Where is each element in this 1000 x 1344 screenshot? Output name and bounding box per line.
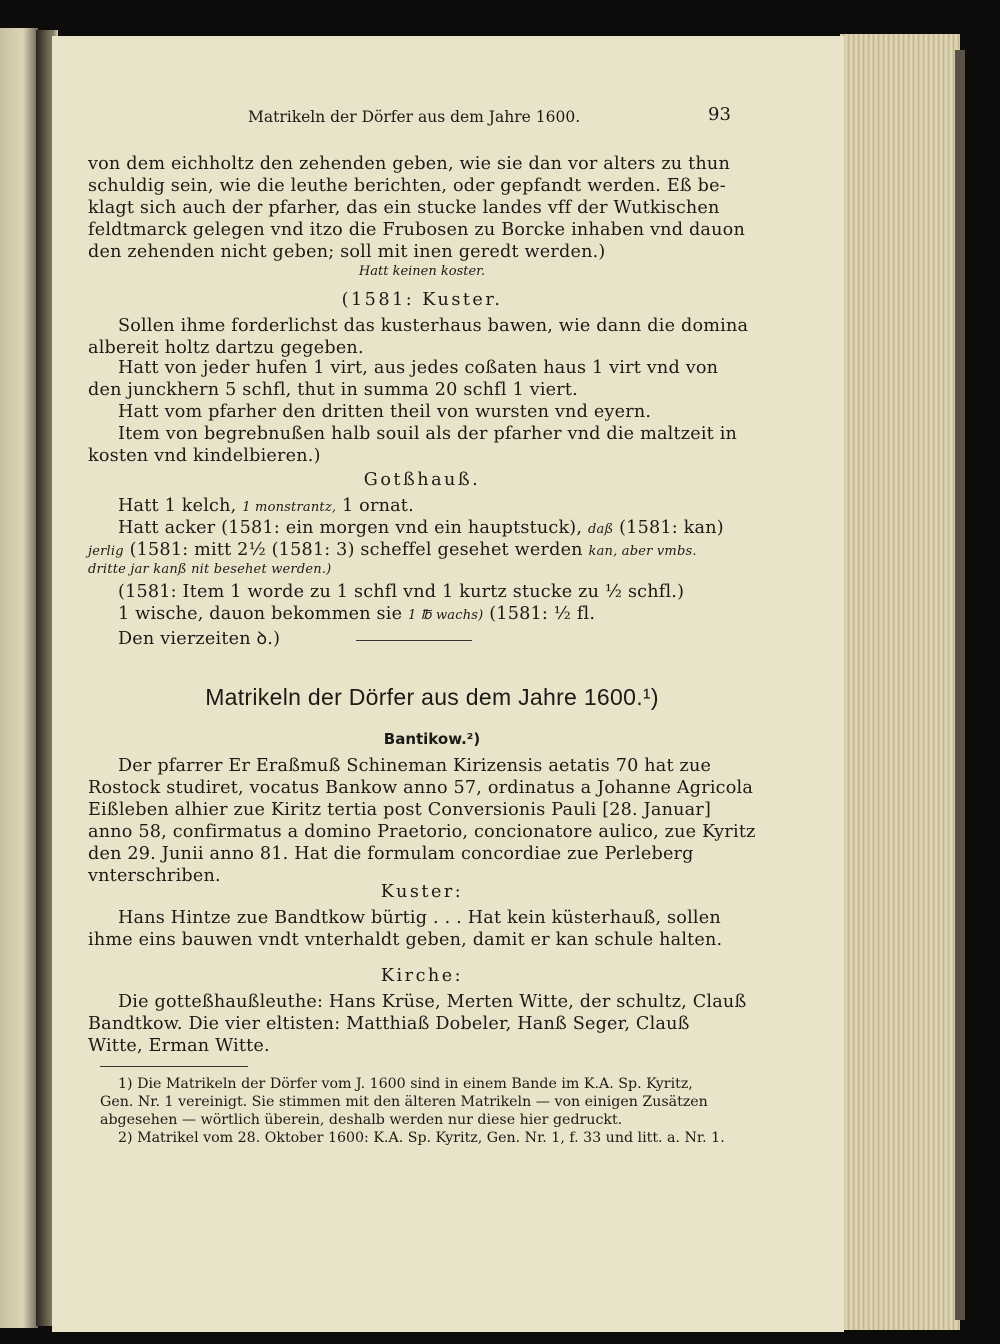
- text-line: Rostock studiret, vocatus Bankow anno 57, ordinatus a Johanne Agricola: [88, 778, 754, 798]
- main-title: Matrikeln der Dörfer aus dem Jahre 1600.¹): [205, 684, 659, 710]
- section-heading-kuster: Kuster:: [380, 882, 464, 902]
- text-line: den 29. Junii anno 81. Hat die formulam concordiae zue Perleberg: [88, 844, 694, 864]
- section-heading-gotteshaus: Gotßhauß.: [363, 470, 481, 490]
- text-line: anno 58, confirmatus a domino Praetorio, concionatore aulico, zue Kyritz: [88, 822, 756, 842]
- text-line: den junckhern 5 schfl, thut in summa 20 schfl 1 viert.: [88, 380, 578, 400]
- text-line: Bandtkow. Die vier eltisten: Matthiaß Dobeler, Hanß Seger, Clauß: [88, 1014, 690, 1034]
- text-line: ihme eins bauwen vndt vnterhaldt geben, damit er kan schule halten.: [88, 930, 723, 950]
- text-line: von dem eichholtz den zehenden geben, wie sie dan vor alters zu thun: [88, 154, 730, 174]
- text-line: dritte jar kanß nit besehet werden.): [88, 562, 332, 577]
- book-cover-edge: [955, 50, 965, 1320]
- hatt-keinen-koster: Hatt keinen koster.: [358, 264, 486, 279]
- text-line: den zehenden nicht geben; soll mit inen geredt werden.): [88, 242, 606, 262]
- text-line: Hatt 1 kelch, 1 monstrantz, 1 ornat.: [118, 496, 414, 516]
- text-line: schuldig sein, wie die leuthe berichten, oder gepfandt werden. Eß be-: [88, 176, 726, 196]
- text-line: vnterschriben.: [88, 866, 221, 886]
- text-line: Eißleben alhier zue Kiritz tertia post Conversionis Pauli [28. Januar]: [88, 800, 712, 820]
- text-line: Witte, Erman Witte.: [88, 1036, 270, 1056]
- text-line: feldtmarck gelegen vnd itzo die Frubosen zu Borcke inhaben vnd dauon: [88, 220, 745, 240]
- page-stack-edges: [840, 34, 960, 1330]
- text-line: Hatt vom pfarher den dritten theil von wursten vnd eyern.: [118, 402, 652, 422]
- text-line: Hatt von jeder hufen 1 virt, aus jedes coßaten haus 1 virt vnd von: [118, 358, 719, 378]
- text-line: Der pfarrer Er Eraßmuß Schineman Kirizensis aetatis 70 hat zue: [118, 756, 712, 776]
- running-title: Matrikeln der Dörfer aus dem Jahre 1600.: [248, 108, 581, 126]
- footnote-line: abgesehen — wörtlich überein, deshalb werden nur diese hier gedruckt.: [100, 1112, 623, 1128]
- footnote-line: 2) Matrikel vom 28. Oktober 1600: K.A. Sp. Kyritz, Gen. Nr. 1, f. 33 und litt. a. Nr. 1.: [118, 1130, 725, 1146]
- footnote-line: Gen. Nr. 1 vereinigt. Sie stimmen mit den älteren Matrikeln — von einigen Zusätzen: [100, 1094, 708, 1110]
- text-line: Hatt acker (1581: ein morgen vnd ein hauptstuck), daß (1581: kan): [118, 518, 724, 538]
- page-number: 93: [708, 104, 731, 125]
- text-line: Sollen ihme forderlichst das kusterhaus bawen, wie dann die domina: [118, 316, 749, 336]
- footnote-line: 1) Die Matrikeln der Dörfer vom J. 1600 sind in einem Bande im K.A. Sp. Kyritz,: [118, 1076, 693, 1092]
- book-page: [52, 36, 844, 1332]
- text-line: Den vierzeiten ꝺ.): [118, 629, 281, 649]
- footnote-divider: [100, 1066, 248, 1067]
- previous-page-edge: [0, 28, 38, 1328]
- text-line: jerlig (1581: mitt 2½ (1581: 3) scheffel gesehet werden kan, aber vmbs.: [88, 540, 697, 560]
- section-heading-bantikow: Bantikow.²): [383, 730, 481, 748]
- text-line: albereit holtz dartzu gegeben.: [88, 338, 364, 358]
- text-line: 1 wische, dauon bekommen sie 1 ℔ wachs) (1581: ½ fl.: [118, 604, 596, 624]
- text-line: Hans Hintze zue Bandtkow bürtig . . . Hat kein küsterhauß, sollen: [118, 908, 721, 928]
- section-divider: [356, 640, 472, 641]
- text-line: kosten vnd kindelbieren.): [88, 446, 321, 466]
- text-line: klagt sich auch der pfarher, das ein stucke landes vff der Wutkischen: [88, 198, 720, 218]
- text-line: (1581: Item 1 worde zu 1 schfl vnd 1 kurtz stucke zu ½ schfl.): [118, 582, 685, 602]
- text-line: Item von begrebnußen halb souil als der pfarher vnd die maltzeit in: [118, 424, 738, 444]
- section-heading-kuster-1581: (1581: Kuster.: [341, 290, 503, 310]
- text-line: Die gotteßhaußleuthe: Hans Krüse, Merten Witte, der schultz, Clauß: [118, 992, 747, 1012]
- section-heading-kirche: Kirche:: [380, 966, 464, 986]
